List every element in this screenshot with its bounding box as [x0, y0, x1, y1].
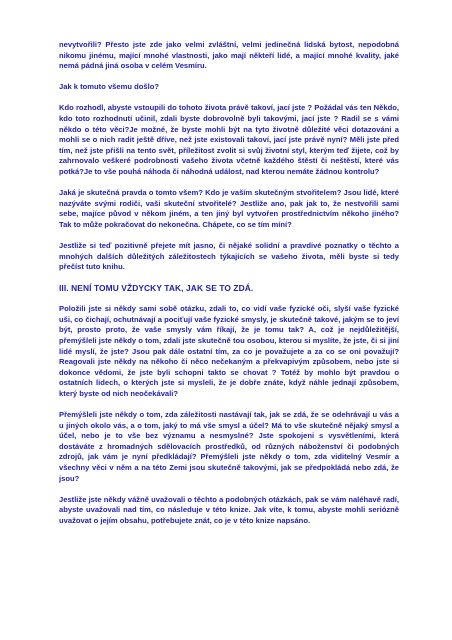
section-heading: III. NENÍ TOMU VŽDYCKY TAK, JAK SE TO ZDÁ.	[59, 283, 254, 294]
paragraph-meaning: Přemýšleli jste někdy o tom, zda záležitosti nastávají tak, jak se zdá, že se odehrávají u vás a u jiných okolo vás, a o tom, jaký to má vše smysl a účel? Má to vše skutečně nějaký smysl a účel, nebo je to vše bez významu a nesmyslné? Jste spokojeni s vysvětleními, která dostáváte z hromadných sdělovacích prostředků, od různých náboženství či podobných zdrojů, jak vám je nyní předkládají? Přemýšleli jste někdy o tom, zda viditelný Vesmír a všechny věci v něm a na této Zemi jsou skutečně takovými, jak se předpokládá nebo zdá, že jsou?	[59, 410, 399, 483]
document-page	[59, 40, 399, 537]
paragraph-who-decided: Kdo rozhodl, abyste vstoupili do tohoto života právě takoví, jací jste ? Požádal vás ten Někdo, kdo toto rozhodnutí učinil, zdali byste dobrovolně byli takovými, jací jste ? Radil se s vámi někdo o této věci?Je možné, že byste mohli být na tyto životně důležité věci dotazováni a mohli se o nich radit ještě dříve, než jste existovali takoví, jací jste právě nyní? Měli jste před tím, než jste přišli na tento svět, příležitost zvolit si svůj životní styl, kterým teď žijete, což by zahrnovalo veškeré podrobnosti vašeho života včetně každého štěstí či neštěstí, které vás potká?Je to vše pouhá náhoda či náhodná událost, nad kterou nemáte žádnou kontrolu?	[59, 103, 399, 176]
paragraph-consider: Jestliže jste někdy vážně uvažovali o těchto a podobných otázkách, pak se vám naléhavě radí, abyste uvažovali nad tím, co následuje v této knize. Jak víte, k tomu, abyste mohli seriózně uvažovat o jejím obsahu, potřebujete znát, co je v této knize napsáno.	[59, 494, 399, 525]
paragraph-question: Jak k tomuto všemu došlo?	[59, 82, 160, 92]
paragraph-truth: Jaká je skutečná pravda o tomto všem? Kdo je vaším skutečným stvořitelem? Jsou lidé, které nazýváte svými rodiči, vaši skuteční stvořitelé? Jestliže ano, pak jak to, že nestvořili sami sebe, majíce původ v někom jiném, a ten jiný byl vytvořen prostřednictvím někoho jiného? Tak to může pokračovat do nekonečna. Chápete, co se tím míní?	[59, 188, 399, 229]
paragraph-intro: nevytvořili? Přesto jste zde jako velmi zvláštní, velmi jedinečná lidská bytost, nepodobná nikomu jinému, mající mnohé vlastnosti, jako mají někteří lidé, a mající mnohé kvality, jaké nemá pádná jiná osoba v celém Vesmíru.	[59, 40, 399, 71]
paragraph-senses: Položili jste si někdy sami sobě otázku, zdali to, co vidí vaše fyzické oči, slyší vaše fyzické uši, co čichají, ochutnávají a pociťují vaše fyzické smysly, je skutečně takové, jakým se to jeví být, prosto proto, že vaše smysly vám říkají, že je tomu tak? A, což je nejdůležitější, přemýšleli jste někdy o tom, zdali jste skutečně tou osobou, kterou si myslíte, že jste, či si jiní lidé myslí, že jste? Jsou pak dále ostatní tím, za co je považujete a za co se oni považují? Reagovali jste někdy na někoho či něco nečekaným a překvapivým způsobem, nebo jste si dokonce vědomi, že jste byli schopni takto se chovat ? Totéž by mohlo být pravdou o ostatních lidech, o kterých jste si mysleli, že je dobře znáte, když náhle jednají způsobem, který byste od nich neočekávali?	[59, 304, 399, 398]
paragraph-read-book: Jestliže si teď pozitivně přejete mít jasno, či nějaké solidní a pravdivé poznatky o těchto a mnohých dalších důležitých záležitostech týkajících se vašeho života, měli byste si tedy přečíst tuto knihu.	[59, 240, 399, 272]
